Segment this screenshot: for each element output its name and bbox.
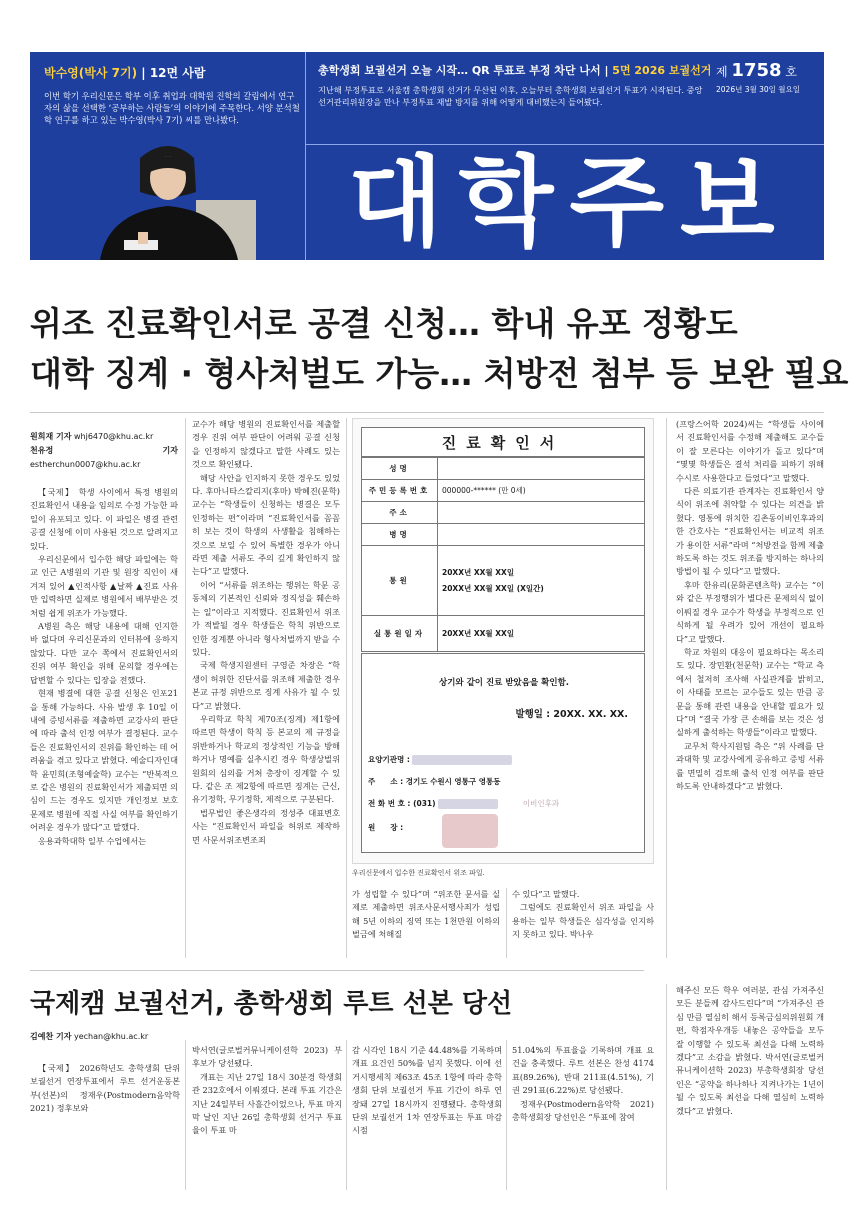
paragraph: 우리학교 학칙 제70조(징계) 제1항에 따르면 학생이 학칙 등 본교의 제 규정을 위반하거나 학교의 정상적인 기능을 방해하거나 명예를 실추시킨 경우 학생상벌위원회의 심의를 거쳐 총장이 징계할 수 있다. 같은 조 제2항에 따르면 징계는 근신, 유기정학, 무기정학, 제적으로 구분된다. [192,713,340,805]
paragraph: 해당 사안을 인지하지 못한 경우도 있었다. 후마니타스칼리지(후마) 박혜진(문학) 교수는 “학생들이 신청하는 병결은 모두 인정하는 편”이라며 “진료확인서를 꼼꼼히 보는 것이 학생의 사생활을 침해하는 것으로 보일 수 있어 특별한 경우가 아니라면 제출 서류도 주의 깊게 확인하지 않는다”고 말했다. [192,472,340,577]
article1-column-5 [676,418,824,793]
column-divider [346,418,347,958]
paragraph: 수 있다”고 말했다. [512,889,580,899]
paragraph: 현재 병결에 대한 공결 신청은 인포21을 통해 가능하다. 사유 발생 후 10일 이내에 증빙서류를 제출하면 교강사의 판단에 따라 출석 인정 여부가 결정된다. 교수들은 진료확인서의 진위를 확인하는 데 어려움을 겪고 있다고 밝혔다. 예술디자인대학 윤민희(조형예술학) 교수는 “반복적으로 같은 병원의 진료확인서가 제출되면 의심이 드는 경우도 있지만 개인정보 보호 문제로 병원에 직접 사실 여부를 확인하기 어려운 경우가 많다”고 말했다. [30,688,178,833]
byline: 원희재 기자 whj6470@khu.ac.kr [30,432,154,441]
teaser-summary: 지난해 부정투표로 서울캠 총학생회 선거가 무산된 이후, 오늘부터 총학생회 보궐선거 투표가 시작된다. 중앙선거관리위원장을 만나 부정투표 재발 방지를 위해 어떻게 대비했는지 들어봤다. [318,85,703,107]
form-title: 진료확인서 [361,427,645,457]
paragraph: A병원 측은 해당 내용에 대해 인지한 바 없다며 우리신문과의 인터뷰에 응하지 않았다. 다만 교수 쪽에서 진료확인서의 진위 여부 확인을 위해 문의할 경우에는 답변할 수 있다는 입장을 전했다. [30,621,178,685]
paragraph: (프랑스어학 2024)씨는 “학생들 사이에서 진료확인서를 수정해 제출해도 교수들이 잘 모른다는 이야기가 돌고 있다”며 “몇몇 학생들은 결석 처리를 피하기 위해 수시로 사용한다고 들었다”고 말했다. [676,419,824,483]
image-caption: 우리신문에서 입수한 진료확인서 위조 파일. [352,869,485,877]
article2-column-5 [676,984,824,1118]
paragraph: 그럼에도 진료확인서 위조 파일을 사용하는 일부 학생들은 심각성을 인지하지 못하고 있다. 박나우 [512,902,654,940]
column-divider [346,1040,347,1190]
paragraph: 박서연(글로벌커뮤니케이션학 2023) 부후보가 당선됐다. [192,1045,342,1069]
paragraph: 개표는 지난 27일 18시 30분경 학생회관 232호에서 이뤄졌다. 본래 투표 기간은 지난 24일부터 사흘간이었으나, 투표 마지막 날인 지난 26일 총학생회 선거구 투표율이 투표 마 [192,1071,342,1136]
medical-certificate-image [352,418,654,864]
headline-main[interactable]: 위조 진료확인서로 공결 신청… 학내 유포 정황도 [30,304,738,343]
article1-column-4 [512,888,654,942]
article1-column-3 [352,888,500,942]
column-divider [666,984,667,1190]
feature-teaser-people[interactable] [30,52,306,260]
paragraph: 교수가 해당 병원의 진료확인서를 제출할 경우 진위 여부 판단이 어려워 공결 신청을 인정하지 않겠다고 말한 사례도 있는 것으로 확인됐다. [192,419,340,470]
paragraph: 국제 학생지원센터 구영준 차장은 “학생이 허위한 진단서를 위조해 제출한 경우 본교 규정 위반으로 징계 사유가 될 수 있다”고 밝혔다. [192,660,340,711]
byline: 김예찬 기자 yechan@khu.ac.kr [30,1032,149,1041]
teaser-summary: 이번 학기 우리신문은 학부 이후 취업과 대학원 진학의 갈림에서 연구자의 삶을 선택한 ‘공부하는 사람들’의 이야기에 주목한다. 서양 분석철학 연구를 하고 있는 박수영(박사 7기) 씨를 만나봤다. [44,91,300,125]
paragraph: 우리신문에서 입수한 해당 파일에는 학교 인근 A병원의 기관 및 원장 직인이 새겨져 있어 ▲인적사항 ▲날짜 ▲진료 사유만 입력하면 실제로 병원에서 배부받은 것처럼 쉽게 위조가 가능했다. [30,554,178,618]
paragraph: 응용과학대학 일부 수업에서는 [38,835,147,846]
divider [30,970,644,971]
issue-date: 2026년 3월 30일 월요일 [716,85,801,94]
article2-column-2 [192,1044,342,1138]
paragraph: 학교 차원의 대응이 필요하다는 목소리도 있다. 장민환(천문학) 교수는 “학교 측에서 철저히 조사해 사실관계를 밝히고, 이 사태를 모르는 교수들도 있는 만큼 공문을 통해 관련 내용을 안내할 필요가 있다”며 “결국 가장 큰 손해를 보는 것은 성실하게 출석하는 학생들”이라고 말했다. [676,646,824,738]
newspaper-title: 대학주보 [348,146,791,260]
column-divider [185,1040,186,1190]
paragraph: 【국제】 학생 사이에서 특정 병원의 진료확인서 내용을 임의로 수정 가능한 파일이 유포되고 있다. 이 파일은 병결 관련 공결 신청에 이미 사용된 것으로 알려지고 있다. [30,487,178,551]
paragraph: 정재우(Postmodern음악학 2021) 총학생회장 당선인은 “투표에 참여 [512,1098,654,1123]
paragraph: 해주신 모든 학우 여러분, 관심 가져주신 모든 분들께 감사드린다”며 “가져주신 관심 만큼 열심히 해서 등록금심의위원회 개편, 학점자우개등 내놓은 공약들을 모두 잘 이행할 수 있도록 최선을 다해 노력하겠다”고 소감을 밝혔다. 박서연(글로벌커뮤니케이션학 2023) 부총학생회장 당선인은 “공약을 하나하나 지켜나가는 1년이 될 수 있도록 최선을 다해 열심히 노력하겠다”고 밝혔다. [676,985,824,1116]
teaser-kicker: 박수영(박사 7기) | 12면 사람 [44,66,206,80]
paragraph: 이어 “서류를 위조하는 행위는 학문 공동체의 기본적인 신뢰와 정직성을 훼손하는 일”이라고 지적했다. 진료확인서 위조가 적발될 경우 학생들은 학칙 위반으로 인한 징계뿐 아니라 형사처벌까지 받을 수 있다. [192,579,340,657]
issue-number: 1758 [731,60,782,81]
paragraph: 후마 한유리(문화콘텐츠학) 교수는 “이와 같은 부정행위가 별다른 문제의식 없이 이뤄질 경우 교수가 학생을 부정적으로 인식하게 될 우려가 있어 개선이 필요하다”고 말했다. [676,579,824,644]
blurred-stamp [442,814,498,848]
form-confirm-text: 상기와 같이 진료 받았음을 확인함. [438,678,570,688]
paragraph: 교무처 학사지원팀 측은 “위 사례를 단과대학 및 교강사에게 공유하고 증빙 서류를 면밀히 검토해 출석 인정 여부를 판단하도록 안내하겠다”고 밝혔다. [676,740,824,791]
form-table: 성명 주민등록번호 000000-****** (만 0세) 주소 병명 통원 20XX년 XX월 XX일 20XX년 XX월 XX일 (X일간) 실통원일자 20XX년 XX월 XX일 [361,457,645,652]
article1-column-2 [192,418,340,847]
paragraph: 가 성립할 수 있다”며 “위조한 문서를 실제로 제출하면 위조사문서행사죄가 성립해 5년 이하의 징역 또는 1천만원 이하의 벌금에 처해질 [352,889,500,940]
headline-sub: 대학 징계 · 형사처벌도 가능… 처방전 첨부 등 보완 필요 [30,354,849,393]
issue-info: 제 1758 호 2026년 3월 30일 월요일 [716,60,824,95]
headline-second-story[interactable]: 국제캠 보궐선거, 총학생회 루트 선본 당선 [30,989,513,1019]
teaser-kicker: 총학생회 보궐선거 오늘 시작… QR 투표로 부정 차단 나서 | 5면 2026 보궐선거 [318,64,712,77]
paragraph: 법무법인 좋은생각의 정성주 대표변호사는 “진료확인서 파일을 허위로 제작하면 사문서위조변조죄 [192,807,340,845]
masthead-divider [306,144,824,145]
portrait-photo [78,128,256,260]
article2-column-1 [30,1030,180,1116]
column-divider [506,1040,507,1190]
feature-teaser-election[interactable] [318,62,712,108]
paragraph: 【국제】 2026학년도 총학생회 단위 보궐선거 연장투표에서 루트 선거운동본부(선본)의 정재우(Postmodern음악학 2021) 정후보와 [30,1063,180,1114]
paragraph: 감 시각인 18시 기준 44.48%를 기록하며 개표 요건인 50%를 넘지 못했다. 이에 선거시행세칙 제63조 45조 1항에 따라 총학생회 단위 보궐선거 투표 기간이 하루 연장돼 27일 18시까지 진행됐다. 총학생회 단위 보궐선거 1차 연장투표는 투표 마감 시점 [352,1045,502,1136]
column-divider [506,888,507,958]
divider [30,412,824,413]
form-body: 상기와 같이 진료 받았음을 확인함. 발행일 : 20XX. XX. XX. 요양기관명 : 주 소 : 경기도 수원시 영통구 영통동 전 화 번 호 : (031) 이비인후과 원 장 : [361,653,645,853]
article2-column-3 [352,1044,502,1138]
column-divider [666,418,667,958]
paragraph: 다른 의료기관 관계자는 진료확인서 양식이 위조에 취약할 수 있다는 의견을 밝혔다. 영통에 위치한 김촌동이비인후과의 한 간호사는 “진료확인서는 비교적 위조가 용이한 서류”라며 “처방전을 함께 제출하도록 하는 것도 위조를 방지하는 하나의 방법이 될 수 있다”고 말했다. [676,486,824,577]
column-divider [185,418,186,958]
article1-column-1 [30,430,178,848]
masthead [30,52,824,260]
paragraph: 51.04%의 투표율을 기록하며 개표 요건을 충족했다. 루트 선본은 찬성 4174표(89.26%), 반대 211표(4.51%), 기권 291표(6.22%)로 당선됐다. [512,1045,654,1096]
byline: 천유정 기자 estherchun0007@khu.ac.kr [30,446,178,469]
form-issue-date: 발행일 : 20XX. XX. XX. [515,709,628,720]
article2-column-4 [512,1044,654,1124]
